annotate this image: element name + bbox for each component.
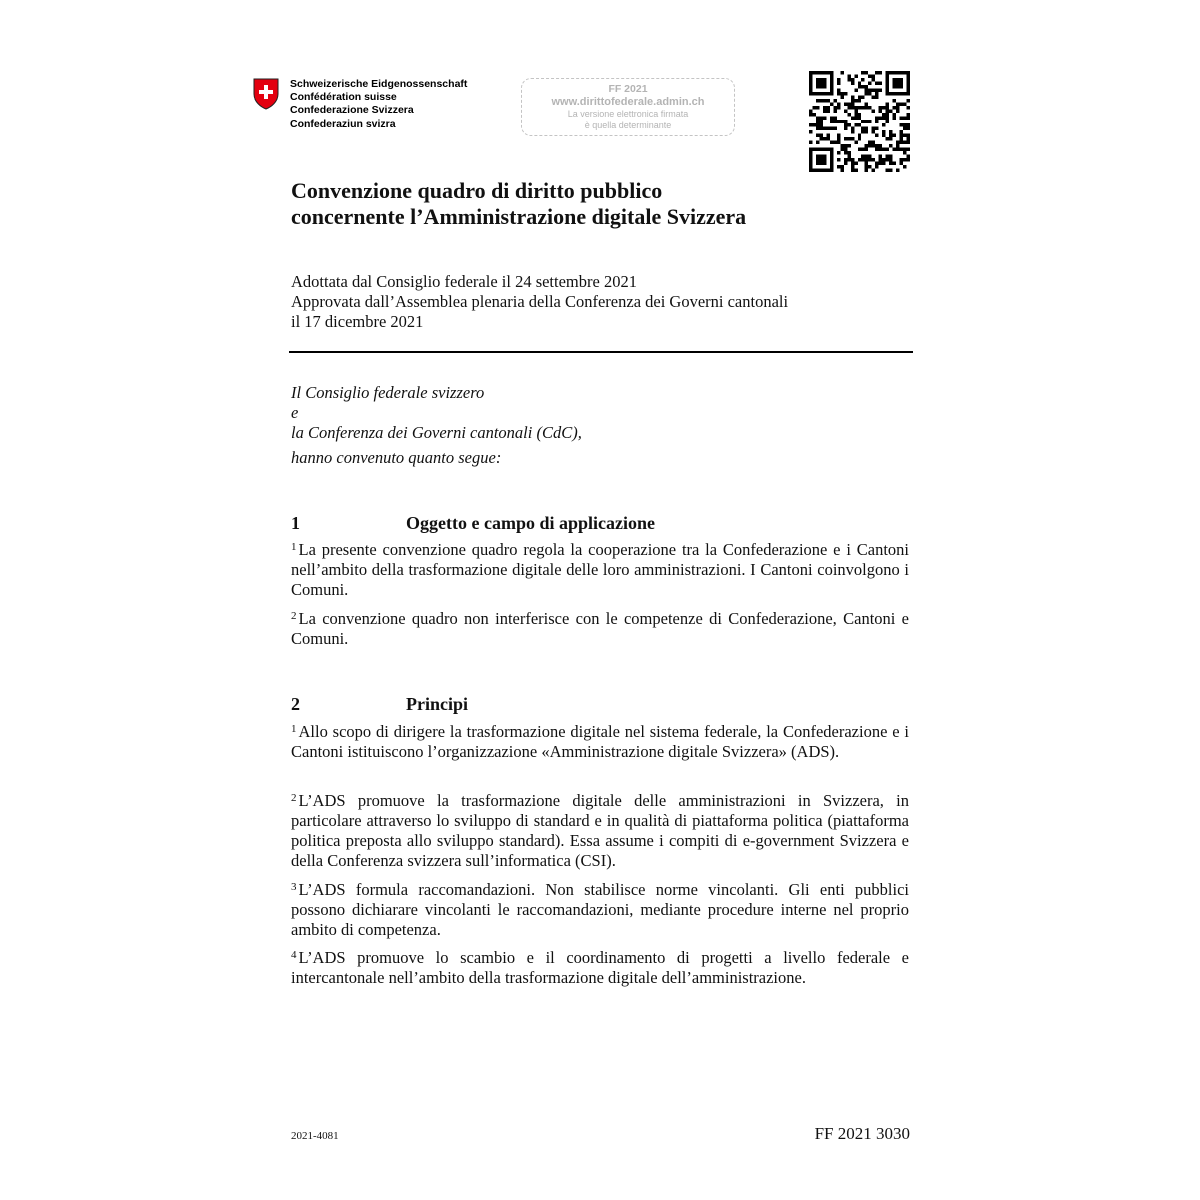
paragraph-text: La convenzione quadro non interferisce con le competenze di Confederazione, Cantoni e Comuni. <box>291 609 909 648</box>
stamp-line-2: www.dirittofederale.admin.ch <box>551 96 705 108</box>
paragraph-1-1 <box>291 540 909 600</box>
page-reference: FF 2021 3030 <box>814 1124 910 1143</box>
stamp-line-3: La versione elettronica firmata <box>567 109 689 119</box>
paragraph-text: L’ADS formula raccomandazioni. Non stabilisce norme vincolanti. Gli enti pubblici possono dichiarare vincolanti le raccomandazioni, mediante procedure interne nel proprio ambito di competenza. <box>291 880 909 939</box>
qr-code-icon <box>809 71 910 172</box>
paragraph-text: Allo scopo di dirigere la trasformazione digitale nel sistema federale, la Confederazione e i Cantoni istituiscono l’organizzazione «Amministrazione digitale Svizzera» (ADS). <box>291 722 909 761</box>
confederation-line-rm: Confederaziun svizra <box>290 117 396 130</box>
confederation-line-fr: Confédération suisse <box>290 91 397 104</box>
adoption-info <box>291 272 788 332</box>
electronic-signature-stamp <box>521 78 735 136</box>
paragraph-number: 4 <box>291 949 297 961</box>
preamble-line-3: la Conferenza dei Governi cantonali (CdC), <box>291 423 582 442</box>
paragraph-number: 3 <box>291 881 297 893</box>
title-line-2: concernente l’Amministrazione digitale Svizzera <box>291 204 747 229</box>
header-divider <box>289 351 913 353</box>
section-number: 2 <box>291 694 300 714</box>
paragraph-2-1 <box>291 722 909 762</box>
stamp-line-1: FF 2021 <box>608 83 648 95</box>
preamble-line-4: hanno convenuto quanto segue: <box>291 448 502 467</box>
paragraph-number: 1 <box>291 541 297 553</box>
section-number: 1 <box>291 513 300 533</box>
adoption-line-2: Approvata dall’Assemblea plenaria della Conferenza dei Governi cantonali <box>291 292 789 311</box>
paragraph-number: 1 <box>291 723 297 735</box>
paragraph-1-2 <box>291 609 909 649</box>
adoption-line-1: Adottata dal Consiglio federale il 24 settembre 2021 <box>291 272 637 291</box>
preamble-line-2: e <box>291 403 299 422</box>
preamble-line-1: Il Consiglio federale svizzero <box>291 383 485 402</box>
title-line-1: Convenzione quadro di diritto pubblico <box>291 178 663 203</box>
paragraph-2-3 <box>291 880 909 940</box>
paragraph-2-2 <box>291 791 909 871</box>
paragraph-text: L’ADS promuove lo scambio e il coordinamento di progetti a livello federale e intercantonale nell’ambito della trasformazione digitale dell’amministrazione. <box>291 948 909 987</box>
paragraph-text: L’ADS promuove la trasformazione digitale delle amministrazioni in Svizzera, in particolare attraverso lo sviluppo di standard e in qualità di piattaforma politica (piattaforma politica preposta allo sviluppo standard). Essa assume i compiti di e-government Svizzera e della Conferenza svizzera sull’informatica (CSI). <box>291 791 909 870</box>
document-title <box>291 178 746 230</box>
section-heading-2 <box>291 693 468 715</box>
section-heading-1 <box>291 512 655 534</box>
stamp-line-4: è quella determinante <box>584 120 672 130</box>
confederation-line-it: Confederazione Svizzera <box>290 104 414 117</box>
section-title: Principi <box>406 694 468 714</box>
swiss-coat-of-arms-icon <box>252 77 280 110</box>
paragraph-text: La presente convenzione quadro regola la cooperazione tra la Confederazione e i Cantoni nell’ambito della trasformazione digitale delle loro amministrazioni. I Cantoni coinvolgono i Comuni. <box>291 540 909 599</box>
paragraph-number: 2 <box>291 610 297 622</box>
confederation-line-de: Schweizerische Eidgenossenschaft <box>290 78 468 90</box>
preamble <box>291 383 582 468</box>
section-title: Oggetto e campo di applicazione <box>406 513 655 533</box>
adoption-line-3: il 17 dicembre 2021 <box>291 312 424 331</box>
confederation-name-lines <box>290 78 467 131</box>
document-number: 2021-4081 <box>291 1130 339 1142</box>
paragraph-2-4 <box>291 948 909 988</box>
paragraph-number: 2 <box>291 792 297 804</box>
